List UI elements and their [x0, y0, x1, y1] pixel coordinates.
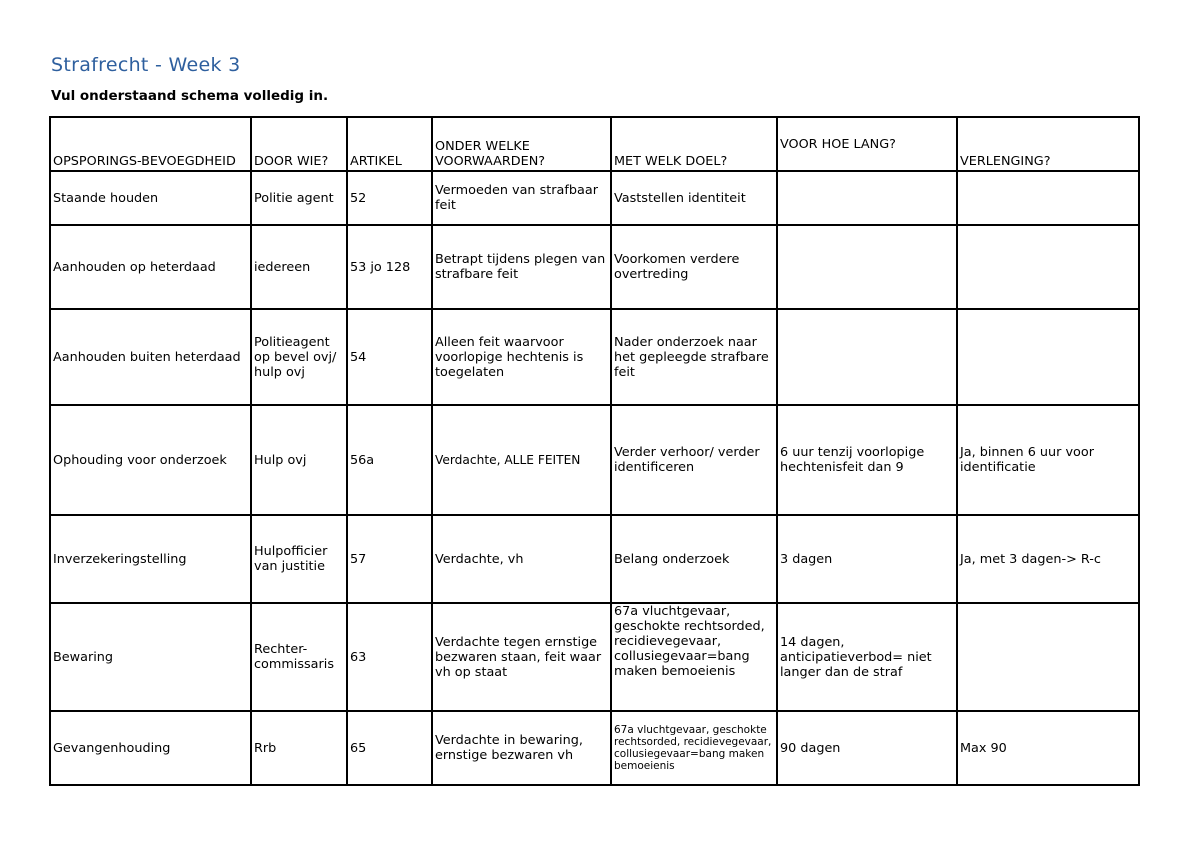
column-header: ARTIKEL — [347, 117, 432, 171]
column-header: VOOR HOE LANG? — [777, 117, 957, 171]
table-cell: Bewaring — [50, 603, 251, 711]
table-cell: Verdachte, vh — [432, 515, 611, 603]
table-row — [50, 309, 1139, 405]
table-cell: Ophouding voor onderzoek — [50, 405, 251, 515]
table-cell: Nader onderzoek naar het gepleegde strafbare feit — [611, 309, 777, 405]
table-header-row — [50, 117, 1139, 171]
table-cell: Rechter-commissaris — [251, 603, 347, 711]
table-cell: Politieagent op bevel ovj/ hulp ovj — [251, 309, 347, 405]
table-cell: Gevangenhouding — [50, 711, 251, 785]
column-header: DOOR WIE? — [251, 117, 347, 171]
table-cell: Inverzekeringstelling — [50, 515, 251, 603]
table-cell: 67a vluchtgevaar, geschokte rechtsorded, recidievegevaar, collusiegevaar=bang maken bemoeienis — [611, 603, 777, 711]
table-cell: 54 — [347, 309, 432, 405]
table-cell: Verdachte tegen ernstige bezwaren staan, feit waar vh op staat — [432, 603, 611, 711]
table-cell: 63 — [347, 603, 432, 711]
table-cell: Max 90 — [957, 711, 1139, 785]
table-row — [50, 405, 1139, 515]
column-header: ONDER WELKE VOORWAARDEN? — [432, 117, 611, 171]
table-cell: 67a vluchtgevaar, geschokte rechtsorded, recidievegevaar, collusiegevaar=bang maken bemoeienis — [611, 711, 777, 785]
table-cell: Voorkomen verdere overtreding — [611, 225, 777, 309]
table-cell: 57 — [347, 515, 432, 603]
table-cell — [777, 309, 957, 405]
table-cell: 65 — [347, 711, 432, 785]
table-cell: Ja, met 3 dagen-> R-c — [957, 515, 1139, 603]
table-cell: 53 jo 128 — [347, 225, 432, 309]
table-cell: 52 — [347, 171, 432, 225]
table-cell: Rrb — [251, 711, 347, 785]
table-cell: Ja, binnen 6 uur voor identificatie — [957, 405, 1139, 515]
column-header: MET WELK DOEL? — [611, 117, 777, 171]
table-cell: Staande houden — [50, 171, 251, 225]
table-cell — [777, 171, 957, 225]
column-header: VERLENGING? — [957, 117, 1139, 171]
table-cell — [777, 225, 957, 309]
column-header: OPSPORINGS-BEVOEGDHEID — [50, 117, 251, 171]
table-cell: Vermoeden van strafbaar feit — [432, 171, 611, 225]
table-cell: Politie agent — [251, 171, 347, 225]
table-cell: 56a — [347, 405, 432, 515]
table-cell — [957, 171, 1139, 225]
page-title: Strafrecht - Week 3 — [51, 54, 241, 76]
table-cell: Verder verhoor/ verder identificeren — [611, 405, 777, 515]
table-cell: Hulp ovj — [251, 405, 347, 515]
table-cell: Belang onderzoek — [611, 515, 777, 603]
table-cell: Hulpofficier van justitie — [251, 515, 347, 603]
table-cell: Verdachte, ALLE FEITEN — [432, 405, 611, 515]
table-cell: 6 uur tenzij voorlopige hechtenisfeit dan 9 — [777, 405, 957, 515]
table-cell — [957, 603, 1139, 711]
table-cell: Aanhouden buiten heterdaad — [50, 309, 251, 405]
table-cell: Betrapt tijdens plegen van strafbare feit — [432, 225, 611, 309]
schema-table — [49, 116, 1140, 786]
table-cell: Verdachte in bewaring, ernstige bezwaren vh — [432, 711, 611, 785]
table-cell: Vaststellen identiteit — [611, 171, 777, 225]
table-cell: iedereen — [251, 225, 347, 309]
instruction-text: Vul onderstaand schema volledig in. — [51, 88, 329, 104]
table-row — [50, 515, 1139, 603]
table-cell: Alleen feit waarvoor voorlopige hechtenis is toegelaten — [432, 309, 611, 405]
table-cell — [957, 309, 1139, 405]
table-cell — [957, 225, 1139, 309]
table-cell: 3 dagen — [777, 515, 957, 603]
table-row — [50, 603, 1139, 711]
table-row — [50, 711, 1139, 785]
table-cell: Aanhouden op heterdaad — [50, 225, 251, 309]
table-cell: 90 dagen — [777, 711, 957, 785]
table-cell: 14 dagen, anticipatieverbod= niet langer dan de straf — [777, 603, 957, 711]
table-row — [50, 171, 1139, 225]
table-row — [50, 225, 1139, 309]
